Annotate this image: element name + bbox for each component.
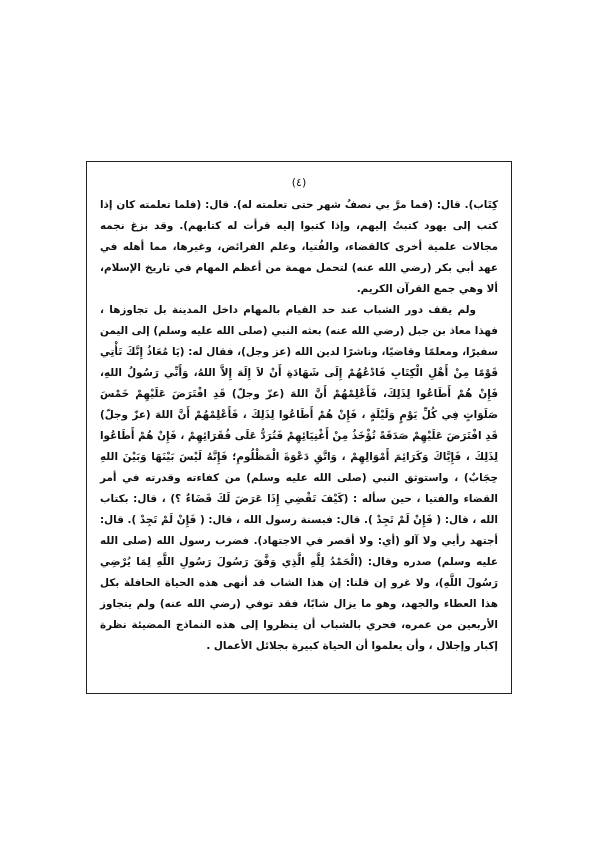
paragraph-2: ولم يقف دور الشباب عند حد القيام بالمهام داخل المدينة بل تجاوزها ، فهذا معاذ بن جبل (رضي الله عنه) بعثه النبي (صلى الله عليه وسلم) إلى اليمن سفيرًا، ومعلمًا وقاضيًا، وناشرًا لدين الله (عز وجل)، فقال له: (يَا مُعَاذُ إِنَّكَ تَأْتِي قَوْمًا مِنْ أَهْلِ الْكِتَابِ فَادْعُهُمْ إِلَى شَهَادَةِ أَنْ لاَ إِلَهَ إِلاَّ اللهُ، وَأَنِّي رَسُولُ اللهِ، فَإِنْ هُمْ أَطَاعُوا لِذَلِكَ، فَأَعْلِمْهُمْ أَنَّ اللهَ (عزّ وجلّ) قَدِ افْتَرَضَ عَلَيْهِمْ خَمْسَ صَلَوَاتٍ فِي كُلِّ يَوْمٍ وَلَيْلَةٍ ، فَإِنْ هُمْ أَطَاعُوا لِذَلِكَ ، فَأَعْلِمْهُمْ أَنَّ اللهَ (عزّ وجلّ) قَدِ افْتَرَضَ عَلَيْهِمْ صَدَقَةً تُؤْخَذُ مِنْ أَغْنِيَائِهِمْ فَتُرَدُّ عَلَى فُقَرَائِهِمْ ، فَإِنْ هُمْ أَطَاعُوا لِذَلِكَ ، فَإِيَّاكَ وَكَرَائِمَ أَمْوَالِهِمْ ، وَاتَّقِ دَعْوَةَ الْمَظْلُومِ؛ فَإِنَّهُ لَيْسَ بَيْنَهَا وَبَيْنَ اللهِ حِجَابٌ) ، واستوثق النبي (صلى الله عليه وسلم) من كفاءته وقدرته في أمر القضاء والفتيا ، حين سأله : (كَيْفَ تَقْضِي إِذَا عَرَضَ لَكَ قَضَاءٌ ؟) ، قال: بكتاب الله ، قال: ( فَإِنْ لَمْ تَجِدْ ). قال: فبسنة رسول الله ، قال: ( فَإِنْ لَمْ تَجِدْ ). قال: أجتهد رأيي ولا آلو (أي: ولا أقصر في الاجتهاد). فضرب رسول الله (صلى الله عليه وسلم) صدره وقال: (الْحَمْدُ لِلَّهِ الَّذِي وَفَّقَ رَسُولَ رَسُولِ اللَّهِ لِمَا يُرْضِي رَسُولَ اللَّهِ)، ولا غرو إن قلنا: إن هذا الشاب قد أنهى هذه الحياة الحافلة بكل هذا العطاء والجهد، وهو ما يزال شابًا، فقد توفي (رضي الله عنه) ولم يتجاوز الأربعين من عمره، فحري بالشباب أن ينظروا إلى هذه النماذج المضيئة نظرة إكبار وإجلال ، وأن يعلموا أن الحياة كبيرة بجلائل الأعمال .: [100, 304, 498, 652]
page-number: (٤): [291, 176, 307, 189]
page-frame: [86, 161, 512, 694]
body-text: [100, 195, 498, 657]
paragraph-1: كِتَاب). قال: (فما مرَّ بي نصفُ شهر حتى تعلمته له). قال: (فلما تعلمته كان إذا كتب إلى يهود كتبتُ إليهم، وإذا كتبوا إليه قرأت له كتابهم). وقد بزغ نجمه مجالات علمية أخرى كالقضاء، والفُتيا، وعلم الفرائض، وغيرها، مما أهله في عهد أبي بكر (رضي الله عنه) لتحمل مهمة من أعظم المهام في تاريخ الإسلام، ألا وهي جمع القرآن الكريم.: [100, 199, 498, 295]
